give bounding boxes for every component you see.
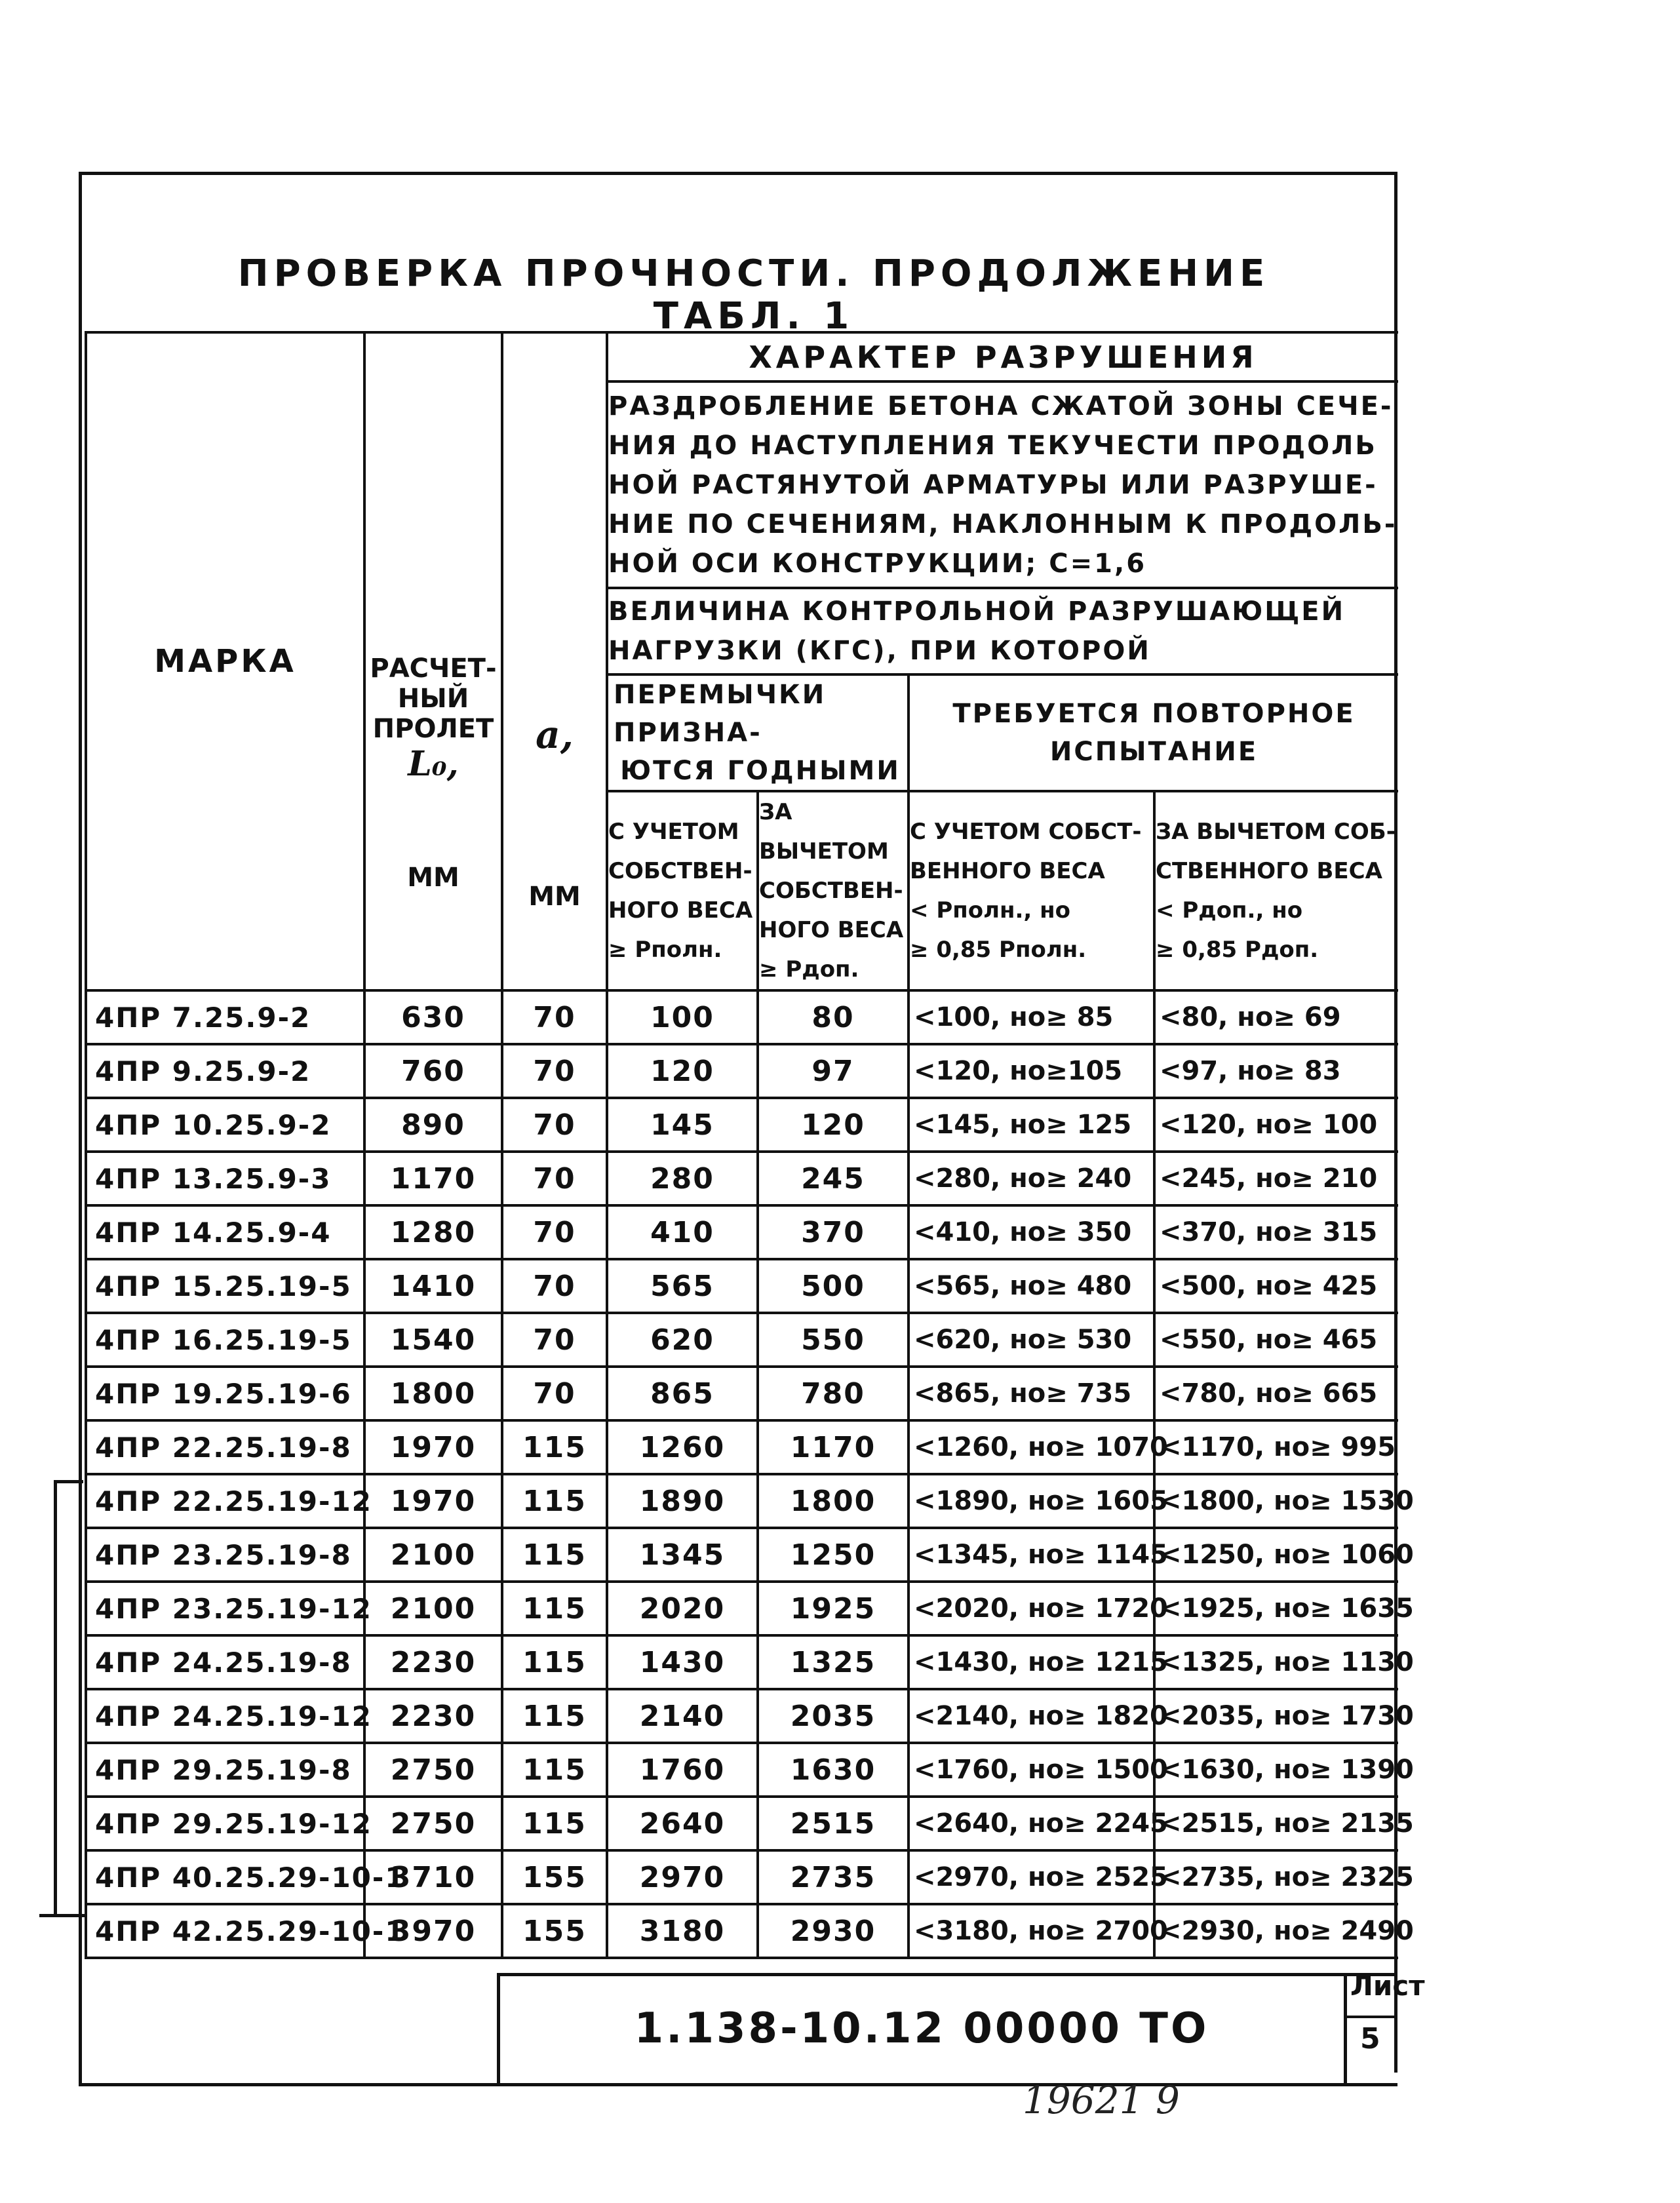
load-full-cell: 1345 <box>607 1528 758 1582</box>
table-row <box>86 1259 1398 1313</box>
load-net-cell: 1250 <box>758 1528 908 1582</box>
header-span-unit: ММ <box>407 862 459 893</box>
cond-full-cell: <1345, но≥ 1145 <box>908 1528 1154 1582</box>
mark-cell: 4ПР 23.25.19-8 <box>86 1528 364 1582</box>
load-full-cell: 120 <box>607 1044 758 1098</box>
header-sub-net <box>758 791 908 990</box>
frame-top-line <box>79 172 1397 175</box>
table-row <box>86 1850 1398 1904</box>
table-row <box>86 1635 1398 1689</box>
cond-net-cell: <1925, но≥ 1635 <box>1154 1582 1398 1635</box>
cond-full-cell: <620, но≥ 530 <box>908 1313 1154 1367</box>
load-full-cell: 1430 <box>607 1635 758 1689</box>
sub-full-line: СОБСТВЕН- <box>608 858 752 884</box>
header-a-unit: ММ <box>528 882 581 912</box>
mark-cell: 4ПР 19.25.19-6 <box>86 1367 364 1420</box>
load-full-cell: 865 <box>607 1367 758 1420</box>
cond-net-cell: <500, но≥ 425 <box>1154 1259 1398 1313</box>
load-net-cell: 80 <box>758 990 908 1044</box>
sub-full-line: НОГО ВЕСА <box>608 897 753 924</box>
table-row <box>86 1689 1398 1743</box>
cond-net-cell: <2735, но≥ 2325 <box>1154 1850 1398 1904</box>
header-failure-desc <box>607 381 1398 588</box>
table-row <box>86 1528 1398 1582</box>
span-cell: 1410 <box>364 1259 502 1313</box>
cond-full-cell: <410, но≥ 350 <box>908 1205 1154 1259</box>
mark-cell: 4ПР 23.25.19-12 <box>86 1582 364 1635</box>
load-full-cell: 280 <box>607 1152 758 1205</box>
sub-net-line: ≥ Рдоп. <box>759 956 859 983</box>
a-cell: 115 <box>502 1635 607 1689</box>
sub-cond-net-line: ≥ 0,85 Рдоп. <box>1156 937 1319 963</box>
cond-full-cell: <1890, но≥ 1605 <box>908 1474 1154 1528</box>
load-desc-line: НАГРУЗКИ (КГС), ПРИ КОТОРОЙ <box>608 636 1151 666</box>
span-cell: 2100 <box>364 1582 502 1635</box>
table-body <box>86 990 1414 1958</box>
cond-full-cell: <145, но≥ 125 <box>908 1098 1154 1152</box>
mark-cell: 4ПР 22.25.19-8 <box>86 1420 364 1474</box>
mark-cell: 4ПР 7.25.9-2 <box>86 990 364 1044</box>
load-net-cell: 1170 <box>758 1420 908 1474</box>
cond-full-cell: <1260, но≥ 1070 <box>908 1420 1154 1474</box>
cond-net-cell: <2930, но≥ 2490 <box>1154 1904 1398 1958</box>
a-cell: 115 <box>502 1420 607 1474</box>
header-span-line1: РАСЧЕТ- <box>370 653 497 684</box>
retest-line: ИСПЫТАНИЕ <box>1049 737 1259 767</box>
load-net-cell: 1630 <box>758 1743 908 1797</box>
accepted-line: ПЕРЕМЫЧКИ ПРИЗНА- <box>614 680 827 748</box>
header-mark: МАРКА <box>86 332 364 990</box>
a-cell: 155 <box>502 1850 607 1904</box>
mark-cell: 4ПР 14.25.9-4 <box>86 1205 364 1259</box>
cond-full-cell: <120, но≥105 <box>908 1044 1154 1098</box>
span-cell: 3710 <box>364 1850 502 1904</box>
document-code: 1.138-10.12 00000 ТО <box>634 2004 1209 2053</box>
span-cell: 890 <box>364 1098 502 1152</box>
cond-net-cell: <2035, но≥ 1730 <box>1154 1689 1398 1743</box>
header-sub-full <box>607 791 758 990</box>
load-full-cell: 145 <box>607 1098 758 1152</box>
sub-full-line: ≥ Рполн. <box>608 937 722 963</box>
a-cell: 70 <box>502 1259 607 1313</box>
mark-cell: 4ПР 10.25.9-2 <box>86 1098 364 1152</box>
table-row <box>86 1797 1398 1850</box>
table-row <box>86 1044 1398 1098</box>
span-cell: 1970 <box>364 1474 502 1528</box>
stamp-box-top <box>497 1973 1397 1976</box>
span-cell: 630 <box>364 990 502 1044</box>
span-cell: 1540 <box>364 1313 502 1367</box>
cond-net-cell: <2515, но≥ 2135 <box>1154 1797 1398 1850</box>
frame-left-line <box>79 172 82 2086</box>
load-net-cell: 245 <box>758 1152 908 1205</box>
a-cell: 115 <box>502 1474 607 1528</box>
load-full-cell: 2020 <box>607 1582 758 1635</box>
page-title: ПРОВЕРКА ПРОЧНОСТИ. ПРОДОЛЖЕНИЕ ТАБЛ. 1 <box>237 252 1270 338</box>
sub-cond-net-line: СТВЕННОГО ВЕСА <box>1156 858 1382 884</box>
a-cell: 70 <box>502 1098 607 1152</box>
load-net-cell: 2930 <box>758 1904 908 1958</box>
sub-cond-full-line: ≥ 0,85 Рполн. <box>910 937 1087 963</box>
cond-net-cell: <120, но≥ 100 <box>1154 1098 1398 1152</box>
sub-cond-full-line: ВЕННОГО ВЕСА <box>910 858 1105 884</box>
table-row <box>86 1582 1398 1635</box>
load-net-cell: 370 <box>758 1205 908 1259</box>
a-cell: 115 <box>502 1797 607 1850</box>
load-net-cell: 1925 <box>758 1582 908 1635</box>
span-cell: 1170 <box>364 1152 502 1205</box>
cond-full-cell: <100, но≥ 85 <box>908 990 1154 1044</box>
span-cell: 2750 <box>364 1743 502 1797</box>
failure-desc-line: НИЯ ДО НАСТУПЛЕНИЯ ТЕКУЧЕСТИ ПРОДОЛЬ <box>608 430 1377 461</box>
mark-cell: 4ПР 42.25.29-10-1 <box>86 1904 364 1958</box>
sub-cond-net-line: ЗА ВЫЧЕТОМ СОБ- <box>1156 819 1396 845</box>
failure-desc-line: НОЙ РАСТЯНУТОЙ АРМАТУРЫ ИЛИ РАЗРУШЕ- <box>608 469 1378 500</box>
frame-bracket-top-tick <box>54 1480 83 1483</box>
span-cell: 1280 <box>364 1205 502 1259</box>
cond-full-cell: <2020, но≥ 1720 <box>908 1582 1154 1635</box>
load-net-cell: 2515 <box>758 1797 908 1850</box>
cond-net-cell: <780, но≥ 665 <box>1154 1367 1398 1420</box>
a-cell: 115 <box>502 1689 607 1743</box>
header-sub-cond-net <box>1154 791 1398 990</box>
header-accepted <box>607 674 908 791</box>
table-row <box>86 1152 1398 1205</box>
load-net-cell: 500 <box>758 1259 908 1313</box>
load-net-cell: 97 <box>758 1044 908 1098</box>
table-row <box>86 1904 1398 1958</box>
a-cell: 70 <box>502 1044 607 1098</box>
cond-full-cell: <1760, но≥ 1500 <box>908 1743 1154 1797</box>
header-retest <box>908 674 1398 791</box>
header-span-symbol: L₀, <box>408 743 459 784</box>
table-row <box>86 990 1398 1044</box>
load-net-cell: 2735 <box>758 1850 908 1904</box>
sheet-number: 5 <box>1360 2022 1380 2056</box>
load-full-cell: 3180 <box>607 1904 758 1958</box>
frame-bottom-line <box>79 2083 1397 2086</box>
table-row <box>86 1205 1398 1259</box>
retest-line: ТРЕБУЕТСЯ ПОВТОРНОЕ <box>952 699 1356 729</box>
load-net-cell: 780 <box>758 1367 908 1420</box>
sub-full-line: С УЧЕТОМ <box>608 819 739 845</box>
a-cell: 155 <box>502 1904 607 1958</box>
span-cell: 2230 <box>364 1689 502 1743</box>
load-net-cell: 1325 <box>758 1635 908 1689</box>
mark-cell: 4ПР 29.25.19-12 <box>86 1797 364 1850</box>
mark-cell: 4ПР 40.25.29-10-1 <box>86 1850 364 1904</box>
accepted-line: ЮТСЯ ГОДНЫМИ <box>620 756 901 786</box>
load-full-cell: 2140 <box>607 1689 758 1743</box>
header-a <box>502 332 607 990</box>
handwritten-note: 19621 9 <box>1023 2078 1180 2122</box>
load-net-cell: 550 <box>758 1313 908 1367</box>
cond-full-cell: <1430, но≥ 1215 <box>908 1635 1154 1689</box>
load-net-cell: 120 <box>758 1098 908 1152</box>
load-full-cell: 1260 <box>607 1420 758 1474</box>
table-row <box>86 1420 1398 1474</box>
header-a-symbol: a, <box>536 712 574 757</box>
cond-full-cell: <565, но≥ 480 <box>908 1259 1154 1313</box>
cond-full-cell: <2640, но≥ 2245 <box>908 1797 1154 1850</box>
load-full-cell: 2970 <box>607 1850 758 1904</box>
cond-net-cell: <370, но≥ 315 <box>1154 1205 1398 1259</box>
mark-cell: 4ПР 24.25.19-8 <box>86 1635 364 1689</box>
cond-net-cell: <550, но≥ 465 <box>1154 1313 1398 1367</box>
sub-cond-net-line: < Рдоп., но <box>1156 897 1303 924</box>
a-cell: 115 <box>502 1582 607 1635</box>
load-full-cell: 1760 <box>607 1743 758 1797</box>
load-full-cell: 565 <box>607 1259 758 1313</box>
header-load-desc <box>607 588 1398 674</box>
failure-desc-line: РАЗДРОБЛЕНИЕ БЕТОНА СЖАТОЙ ЗОНЫ СЕЧЕ- <box>608 391 1394 421</box>
table-row <box>86 1474 1398 1528</box>
failure-desc-line: НОЙ ОСИ КОНСТРУКЦИИ; С=1,6 <box>608 548 1147 579</box>
span-cell: 3970 <box>364 1904 502 1958</box>
sheet-label: Лист <box>1350 1970 1425 2002</box>
a-cell: 70 <box>502 1205 607 1259</box>
cond-full-cell: <2970, но≥ 2525 <box>908 1850 1154 1904</box>
header-span-line3: ПРОЛЕТ <box>372 713 494 744</box>
load-full-cell: 100 <box>607 990 758 1044</box>
mark-cell: 4ПР 9.25.9-2 <box>86 1044 364 1098</box>
sub-net-line: НОГО ВЕСА <box>759 917 904 943</box>
load-full-cell: 410 <box>607 1205 758 1259</box>
mark-cell: 4ПР 16.25.19-5 <box>86 1313 364 1367</box>
mark-cell: 4ПР 13.25.9-3 <box>86 1152 364 1205</box>
span-cell: 760 <box>364 1044 502 1098</box>
cond-net-cell: <1250, но≥ 1060 <box>1154 1528 1398 1582</box>
cond-full-cell: <2140, но≥ 1820 <box>908 1689 1154 1743</box>
cond-net-cell: <80, но≥ 69 <box>1154 990 1398 1044</box>
mark-cell: 4ПР 15.25.19-5 <box>86 1259 364 1313</box>
load-full-cell: 620 <box>607 1313 758 1367</box>
table-row <box>86 1098 1398 1152</box>
mark-cell: 4ПР 29.25.19-8 <box>86 1743 364 1797</box>
a-cell: 70 <box>502 1313 607 1367</box>
cond-net-cell: <1800, но≥ 1530 <box>1154 1474 1398 1528</box>
header-span <box>364 332 502 990</box>
header-sub-cond-full <box>908 791 1154 990</box>
a-cell: 115 <box>502 1528 607 1582</box>
cond-net-cell: <245, но≥ 210 <box>1154 1152 1398 1205</box>
span-cell: 1970 <box>364 1420 502 1474</box>
cond-net-cell: <97, но≥ 83 <box>1154 1044 1398 1098</box>
cond-full-cell: <280, но≥ 240 <box>908 1152 1154 1205</box>
span-cell: 2100 <box>364 1528 502 1582</box>
cond-full-cell: <865, но≥ 735 <box>908 1367 1154 1420</box>
mark-cell: 4ПР 22.25.19-12 <box>86 1474 364 1528</box>
sub-net-line: ЗА ВЫЧЕТОМ <box>759 799 889 865</box>
load-desc-line: ВЕЛИЧИНА КОНТРОЛЬНОЙ РАЗРУШАЮЩЕЙ <box>608 596 1346 627</box>
frame-left-bracket <box>54 1480 57 1916</box>
stamp-box-sheet-divider <box>1344 1973 1347 2084</box>
span-cell: 1800 <box>364 1367 502 1420</box>
load-full-cell: 1890 <box>607 1474 758 1528</box>
a-cell: 115 <box>502 1743 607 1797</box>
a-cell: 70 <box>502 990 607 1044</box>
table-row <box>86 1743 1398 1797</box>
sub-cond-full-line: С УЧЕТОМ СОБСТ- <box>910 819 1142 845</box>
frame-bracket-bottom-tick <box>39 1914 85 1917</box>
sub-net-line: СОБСТВЕН- <box>759 878 903 904</box>
cond-net-cell: <1630, но≥ 1390 <box>1154 1743 1398 1797</box>
strength-check-table <box>85 331 1414 1959</box>
mark-cell: 4ПР 24.25.19-12 <box>86 1689 364 1743</box>
a-cell: 70 <box>502 1152 607 1205</box>
table-row <box>86 1367 1398 1420</box>
stamp-box-sheet-hline <box>1344 2016 1397 2018</box>
cond-net-cell: <1325, но≥ 1130 <box>1154 1635 1398 1689</box>
header-failure-type: ХАРАКТЕР РАЗРУШЕНИЯ <box>607 332 1398 381</box>
header-span-line2: НЫЙ <box>397 683 469 714</box>
table-row <box>86 1313 1398 1367</box>
load-full-cell: 2640 <box>607 1797 758 1850</box>
load-net-cell: 2035 <box>758 1689 908 1743</box>
load-net-cell: 1800 <box>758 1474 908 1528</box>
span-cell: 2230 <box>364 1635 502 1689</box>
failure-desc-line: НИЕ ПО СЕЧЕНИЯМ, НАКЛОННЫМ К ПРОДОЛЬ- <box>608 509 1397 539</box>
cond-net-cell: <1170, но≥ 995 <box>1154 1420 1398 1474</box>
span-cell: 2750 <box>364 1797 502 1850</box>
a-cell: 70 <box>502 1367 607 1420</box>
sub-cond-full-line: < Рполн., но <box>910 897 1071 924</box>
cond-full-cell: <3180, но≥ 2700 <box>908 1904 1154 1958</box>
